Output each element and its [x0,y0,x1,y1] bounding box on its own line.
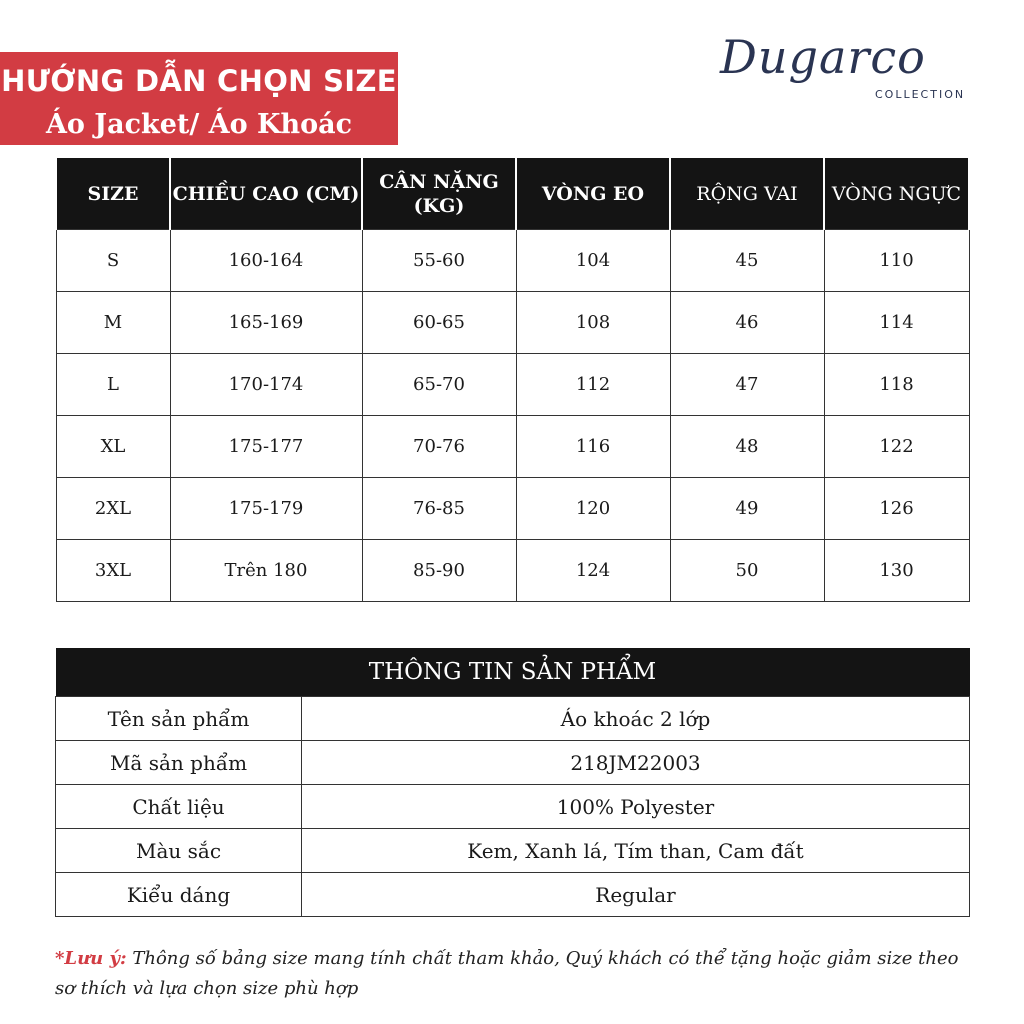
info-row [56,785,970,829]
table-row [56,416,969,478]
size-table-header [56,158,969,230]
info-row [56,873,970,917]
info-row [56,741,970,785]
info-label: Mã sản phẩm [56,741,302,785]
info-label: Kiểu dáng [56,873,302,917]
cell-waist: 104 [516,230,670,292]
cell-weight: 76-85 [362,478,516,540]
cell-weight: 65-70 [362,354,516,416]
table-row [56,478,969,540]
table-row [56,292,969,354]
info-value: 100% Polyester [302,785,970,829]
table-row [56,354,969,416]
cell-chest: 118 [824,354,969,416]
cell-waist: 108 [516,292,670,354]
info-value: Áo khoác 2 lớp [302,697,970,741]
info-label: Chất liệu [56,785,302,829]
cell-shoulder: 46 [670,292,824,354]
cell-size: 2XL [56,478,170,540]
cell-waist: 112 [516,354,670,416]
banner-subtitle: Áo Jacket/ Áo Khoác [45,109,353,140]
brand-logo [720,30,980,120]
cell-height: Trên 180 [170,540,362,602]
cell-height: 170-174 [170,354,362,416]
cell-size: M [56,292,170,354]
header-size: SIZE [56,158,170,230]
cell-chest: 130 [824,540,969,602]
table-row [56,230,969,292]
title-banner [0,52,398,145]
cell-shoulder: 47 [670,354,824,416]
cell-height: 160-164 [170,230,362,292]
cell-height: 175-179 [170,478,362,540]
cell-shoulder: 48 [670,416,824,478]
cell-weight: 55-60 [362,230,516,292]
info-row [56,697,970,741]
cell-waist: 124 [516,540,670,602]
header-weight-line1: CÂN NẶNG [379,170,499,193]
cell-size: S [56,230,170,292]
cell-size: L [56,354,170,416]
header-chest: VÒNG NGỰC [824,158,969,230]
info-row [56,829,970,873]
cell-weight: 85-90 [362,540,516,602]
info-value: Regular [302,873,970,917]
size-table [55,158,970,602]
cell-chest: 122 [824,416,969,478]
note [55,944,970,1004]
cell-chest: 114 [824,292,969,354]
cell-waist: 120 [516,478,670,540]
cell-height: 175-177 [170,416,362,478]
header-weight [362,158,516,230]
info-table-title: THÔNG TIN SẢN PHẨM [56,648,970,697]
info-value: 218JM22003 [302,741,970,785]
header-waist: VÒNG EO [516,158,670,230]
banner-title: HƯỚNG DẪN CHỌN SIZE [1,64,397,98]
header-weight-line2: (KG) [413,194,465,217]
logo-script: Dugarco [720,30,926,84]
cell-shoulder: 45 [670,230,824,292]
cell-size: 3XL [56,540,170,602]
cell-waist: 116 [516,416,670,478]
info-table-header [56,648,970,697]
note-prefix: *Lưu ý: [55,948,127,969]
cell-shoulder: 49 [670,478,824,540]
header-height: CHIỀU CAO (CM) [170,158,362,230]
note-text: Thông số bảng size mang tính chất tham khảo, Quý khách có thể tặng hoặc giảm size theo sơ thích và lựa chọn size phù hợp [55,948,959,999]
info-value: Kem, Xanh lá, Tím than, Cam đất [302,829,970,873]
cell-chest: 110 [824,230,969,292]
product-info-table [55,648,970,917]
cell-weight: 60-65 [362,292,516,354]
table-row [56,540,969,602]
cell-weight: 70-76 [362,416,516,478]
header-shoulder: RỘNG VAI [670,158,824,230]
logo-sub: COLLECTION [875,88,966,101]
cell-chest: 126 [824,478,969,540]
info-label: Màu sắc [56,829,302,873]
cell-size: XL [56,416,170,478]
info-label: Tên sản phẩm [56,697,302,741]
cell-shoulder: 50 [670,540,824,602]
cell-height: 165-169 [170,292,362,354]
